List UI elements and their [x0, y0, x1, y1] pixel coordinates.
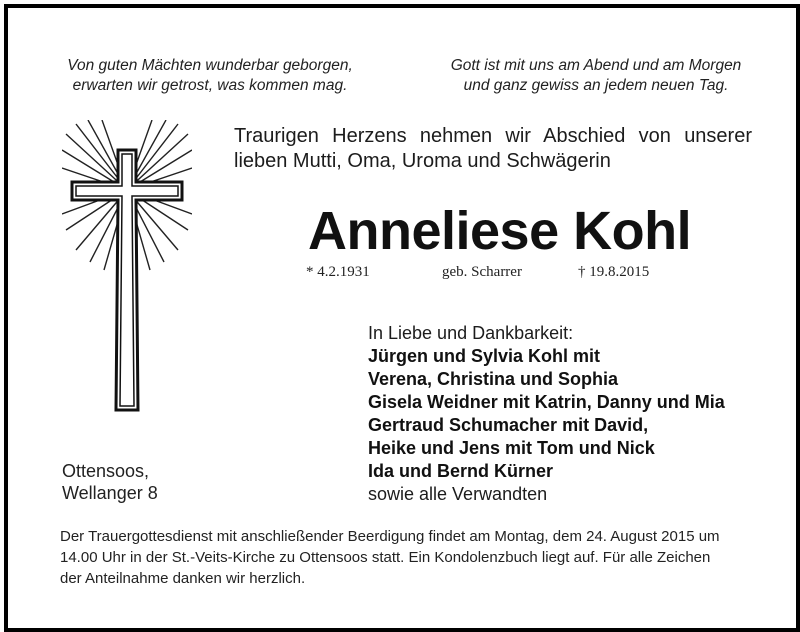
mourners-heading: In Liebe und Dankbarkeit:: [368, 323, 574, 343]
service-line: der Anteilnahme danken wir herzlich.: [60, 570, 306, 587]
deceased-name: Anneliese Kohl: [308, 201, 692, 261]
intro-line: lieben Mutti, Oma, Uroma und Schwägerin: [234, 150, 611, 172]
mourner-line: Jürgen und Sylvia Kohl mit: [368, 346, 601, 366]
quote-right-line: und ganz gewiss an jedem neuen Tag.: [463, 77, 729, 94]
maiden-name: geb. Scharrer: [442, 264, 522, 280]
quote-right: [446, 56, 746, 96]
intro-text: [234, 124, 752, 174]
mourner-line: Verena, Christina und Sophia: [368, 369, 619, 389]
mourner-line: Gisela Weidner mit Katrin, Danny und Mia: [368, 392, 725, 412]
cross-icon: [62, 120, 192, 420]
intro-line: Traurigen Herzens nehmen wir Abschied von unserer: [234, 125, 752, 147]
mourners-closing: sowie alle Verwandten: [368, 484, 548, 504]
quote-left-line: Von guten Mächten wunderbar geborgen,: [67, 57, 353, 74]
service-line: Der Trauergottesdienst mit anschließender Beerdigung findet am Montag, dem 24. August 2015 um: [60, 528, 720, 545]
mourner-line: Ida und Bernd Kürner: [368, 461, 554, 481]
mourner-line: Gertraud Schumacher mit David,: [368, 415, 649, 435]
obituary-notice: [4, 4, 800, 632]
address-line: Ottensoos,: [62, 461, 150, 481]
quote-left-line: erwarten wir getrost, was kommen mag.: [72, 77, 348, 94]
death-date: † 19.8.2015: [578, 264, 650, 280]
service-details: [60, 526, 750, 589]
service-line: 14.00 Uhr in der St.-Veits-Kirche zu Ottensoos statt. Ein Kondolenzbuch liegt auf. Für alle Zeichen: [60, 549, 711, 566]
mourners-list: [368, 322, 768, 506]
birth-date: * 4.2.1931: [306, 264, 370, 280]
address-line: Wellanger 8: [62, 483, 158, 503]
address: [62, 460, 158, 504]
quote-right-line: Gott ist mit uns am Abend und am Morgen: [450, 57, 742, 74]
mourner-line: Heike und Jens mit Tom und Nick: [368, 438, 655, 458]
quote-left: [60, 56, 360, 96]
